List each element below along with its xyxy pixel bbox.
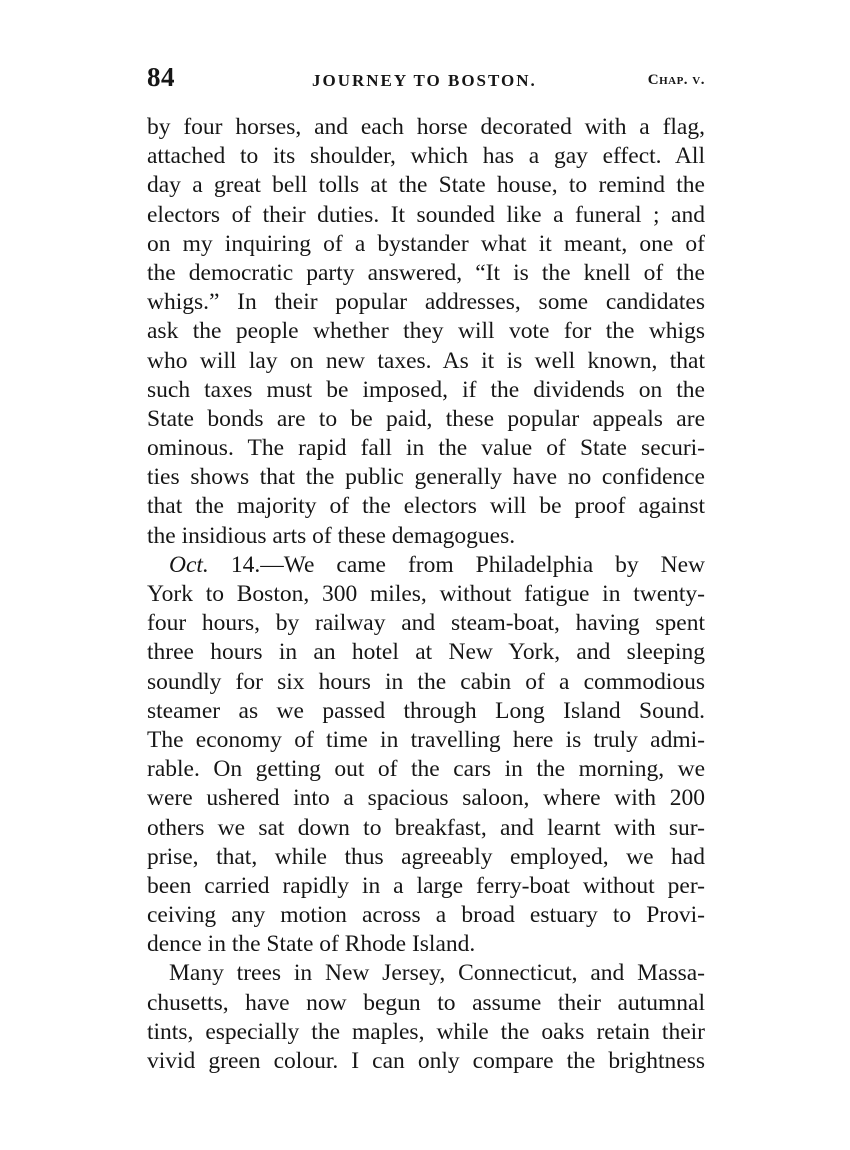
- text-line: vivid green colour. I can only compare the brightness: [147, 1048, 705, 1074]
- text-line: day a great bell tolls at the State house, to remind the: [147, 172, 705, 199]
- text-line: the democratic party answered, “It is the knell of the: [147, 259, 705, 286]
- text-line: ask the people whether they will vote for the whigs: [147, 318, 705, 345]
- paragraph-first-line: [147, 551, 705, 580]
- text-line: ominous. The rapid fall in the value of State securi-: [147, 435, 705, 462]
- text-line: ties shows that the public generally have no confidence: [147, 464, 705, 491]
- text-line: the insidious arts of these demagogues.: [147, 522, 516, 549]
- text-line: others we sat down to breakfast, and learnt with sur-: [147, 814, 705, 841]
- text-line: by four horses, and each horse decorated with a flag,: [147, 114, 705, 140]
- text-line: attached to its shoulder, which has a gay effect. All: [147, 143, 705, 170]
- text-line: soundly for six hours in the cabin of a commodious: [147, 668, 705, 695]
- page-number: 84: [147, 62, 175, 92]
- text-line: The economy of time in travelling here is truly admi-: [147, 726, 705, 753]
- text-line: been carried rapidly in a large ferry-boat without per-: [147, 872, 705, 899]
- text-line: were ushered into a spacious saloon, where with 200: [147, 785, 705, 812]
- text-line: four hours, by railway and steam-boat, having spent: [147, 610, 705, 637]
- chapter-reference: Chap. v.: [647, 72, 705, 88]
- text-line: rable. On getting out of the cars in the morning, we: [147, 756, 705, 783]
- text-line: Many trees in New Jersey, Connecticut, and Massa-: [169, 960, 705, 987]
- entry-text: 14.—We came from Philadelphia by New: [230, 551, 705, 578]
- text-line: three hours in an hotel at New York, and sleeping: [147, 639, 705, 666]
- text-line: tints, especially the maples, while the oaks retain their: [147, 1018, 705, 1045]
- text-line: steamer as we passed through Long Island Sound.: [147, 697, 705, 724]
- running-head: [147, 62, 705, 92]
- text-line: such taxes must be imposed, if the dividends on the: [147, 376, 705, 403]
- text-line: chusetts, have now begun to assume their autumnal: [147, 989, 705, 1016]
- running-title: JOURNEY TO BOSTON.: [312, 71, 537, 90]
- text-line: prise, that, while thus agreeably employed, we had: [147, 843, 705, 870]
- text-line: on my inquiring of a bystander what it meant, one of: [147, 230, 705, 257]
- text-line: State bonds are to be paid, these popular appeals are: [147, 405, 705, 432]
- text-line: dence in the State of Rhode Island.: [147, 931, 476, 958]
- text-line: ceiving any motion across a broad estuary to Provi-: [147, 902, 705, 929]
- text-line: electors of their duties. It sounded like a funeral ; and: [147, 201, 705, 228]
- text-line: that the majority of the electors will be proof against: [147, 493, 705, 520]
- entry-date: Oct.: [169, 551, 209, 578]
- body-text: [147, 113, 705, 1076]
- text-line: who will lay on new taxes. As it is well known, that: [147, 347, 705, 374]
- text-line: York to Boston, 300 miles, without fatigue in twenty-: [147, 581, 705, 607]
- text-line: whigs.” In their popular addresses, some candidates: [147, 289, 705, 316]
